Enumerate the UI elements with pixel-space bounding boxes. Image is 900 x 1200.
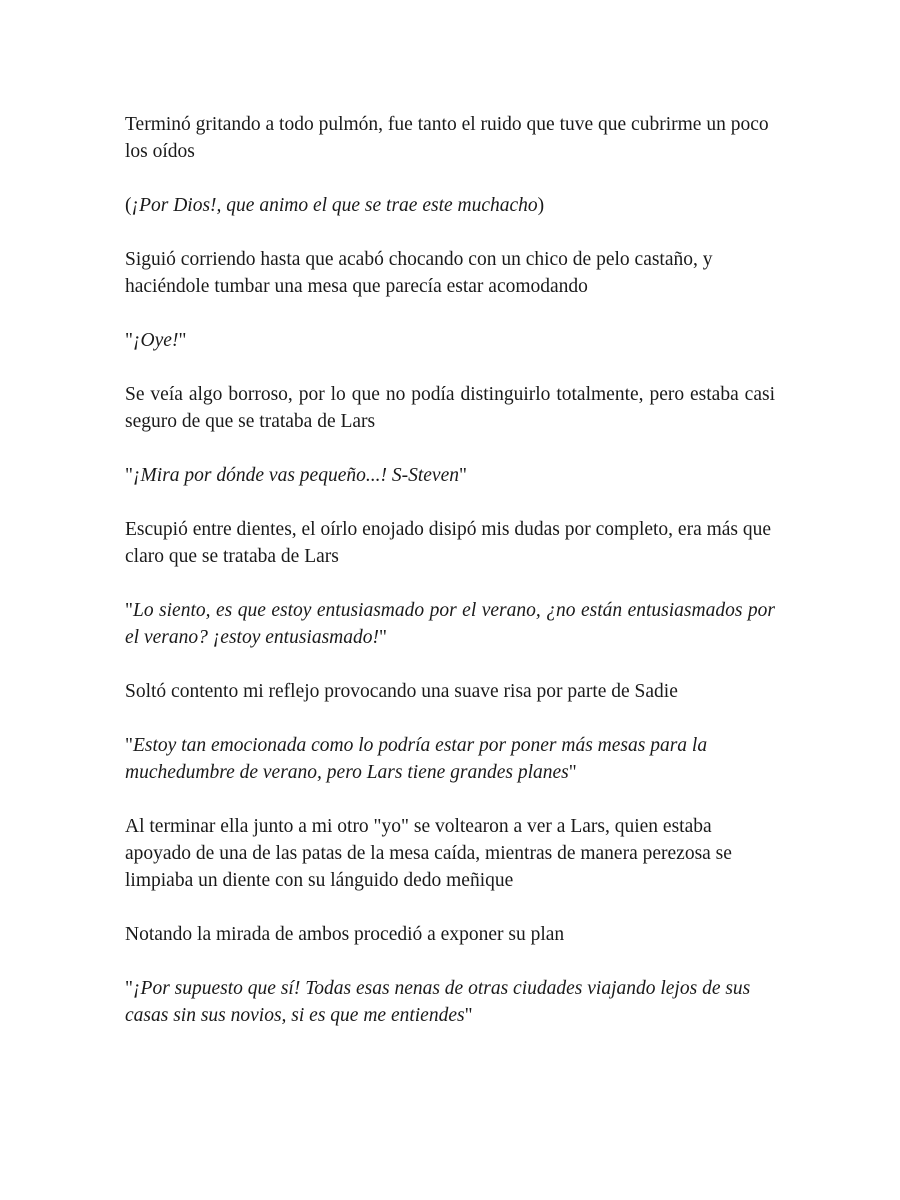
paragraph-narration xyxy=(125,111,775,165)
paragraph-narration xyxy=(125,813,775,894)
dialogue-text: Lo siento, es que estoy entusiasmado por el verano, ¿no están entusiasmados por el verano? ¡estoy entusiasmado! xyxy=(125,600,775,648)
dialogue-text: Estoy tan emocionada como lo podría estar por poner más mesas para la muchedumbre de verano, pero Lars tiene grandes planes xyxy=(125,735,708,783)
paragraph-dialogue xyxy=(125,597,775,651)
thought-text: ¡Por Dios!, que animo el que se trae este muchacho xyxy=(131,195,538,216)
open-quote: " xyxy=(125,978,133,999)
open-paren: ( xyxy=(125,195,132,216)
paragraph-text: Siguió corriendo hasta que acabó chocando con un chico de pelo castaño, y haciéndole tumbar una mesa que parecía estar acomodando xyxy=(125,249,713,297)
close-quote: " xyxy=(379,627,387,648)
paragraph-text: Notando la mirada de ambos procedió a exponer su plan xyxy=(125,924,565,945)
paragraph-text: Se veía algo borroso, por lo que no podía distinguirlo totalmente, pero estaba casi seguro de que se trataba de Lars xyxy=(125,384,775,432)
paragraph-text: Al terminar ella junto a mi otro "yo" se voltearon a ver a Lars, quien estaba apoyado de una de las patas de la mesa caída, mientras de manera perezosa se limpiaba un diente con su lánguido dedo meñique xyxy=(125,816,732,891)
close-quote: " xyxy=(178,330,187,351)
paragraph-dialogue xyxy=(125,975,775,1029)
paragraph-text: Soltó contento mi reflejo provocando una suave risa por parte de Sadie xyxy=(125,681,678,702)
dialogue-text: ¡Oye! xyxy=(132,330,179,351)
close-paren: ) xyxy=(537,195,545,216)
paragraph-dialogue xyxy=(125,327,775,354)
paragraph-dialogue xyxy=(125,732,775,786)
paragraph-narration xyxy=(125,678,775,705)
paragraph-narration xyxy=(125,921,775,948)
close-quote: " xyxy=(464,1005,473,1026)
open-quote: " xyxy=(125,330,133,351)
paragraph-text: Escupió entre dientes, el oírlo enojado disipó mis dudas por completo, era más que claro que se trataba de Lars xyxy=(125,519,772,567)
paragraph-narration xyxy=(125,516,775,570)
dialogue-text: ¡Por supuesto que sí! Todas esas nenas de otras ciudades viajando lejos de sus casas sin sus novios, si es que me entiendes xyxy=(125,978,751,1026)
paragraph-text: Terminó gritando a todo pulmón, fue tanto el ruido que tuve que cubrirme un poco los oídos xyxy=(125,114,769,162)
dialogue-text: ¡Mira por dónde vas pequeño...! S-Steven xyxy=(132,465,459,486)
body-text xyxy=(125,111,775,1056)
open-quote: " xyxy=(125,735,133,756)
paragraph-narration xyxy=(125,381,775,435)
open-quote: " xyxy=(125,600,133,621)
paragraph-thought xyxy=(125,192,775,219)
paragraph-narration xyxy=(125,246,775,300)
paragraph-dialogue xyxy=(125,462,775,489)
open-quote: " xyxy=(125,465,133,486)
close-quote: " xyxy=(458,465,467,486)
close-quote: " xyxy=(568,762,577,783)
